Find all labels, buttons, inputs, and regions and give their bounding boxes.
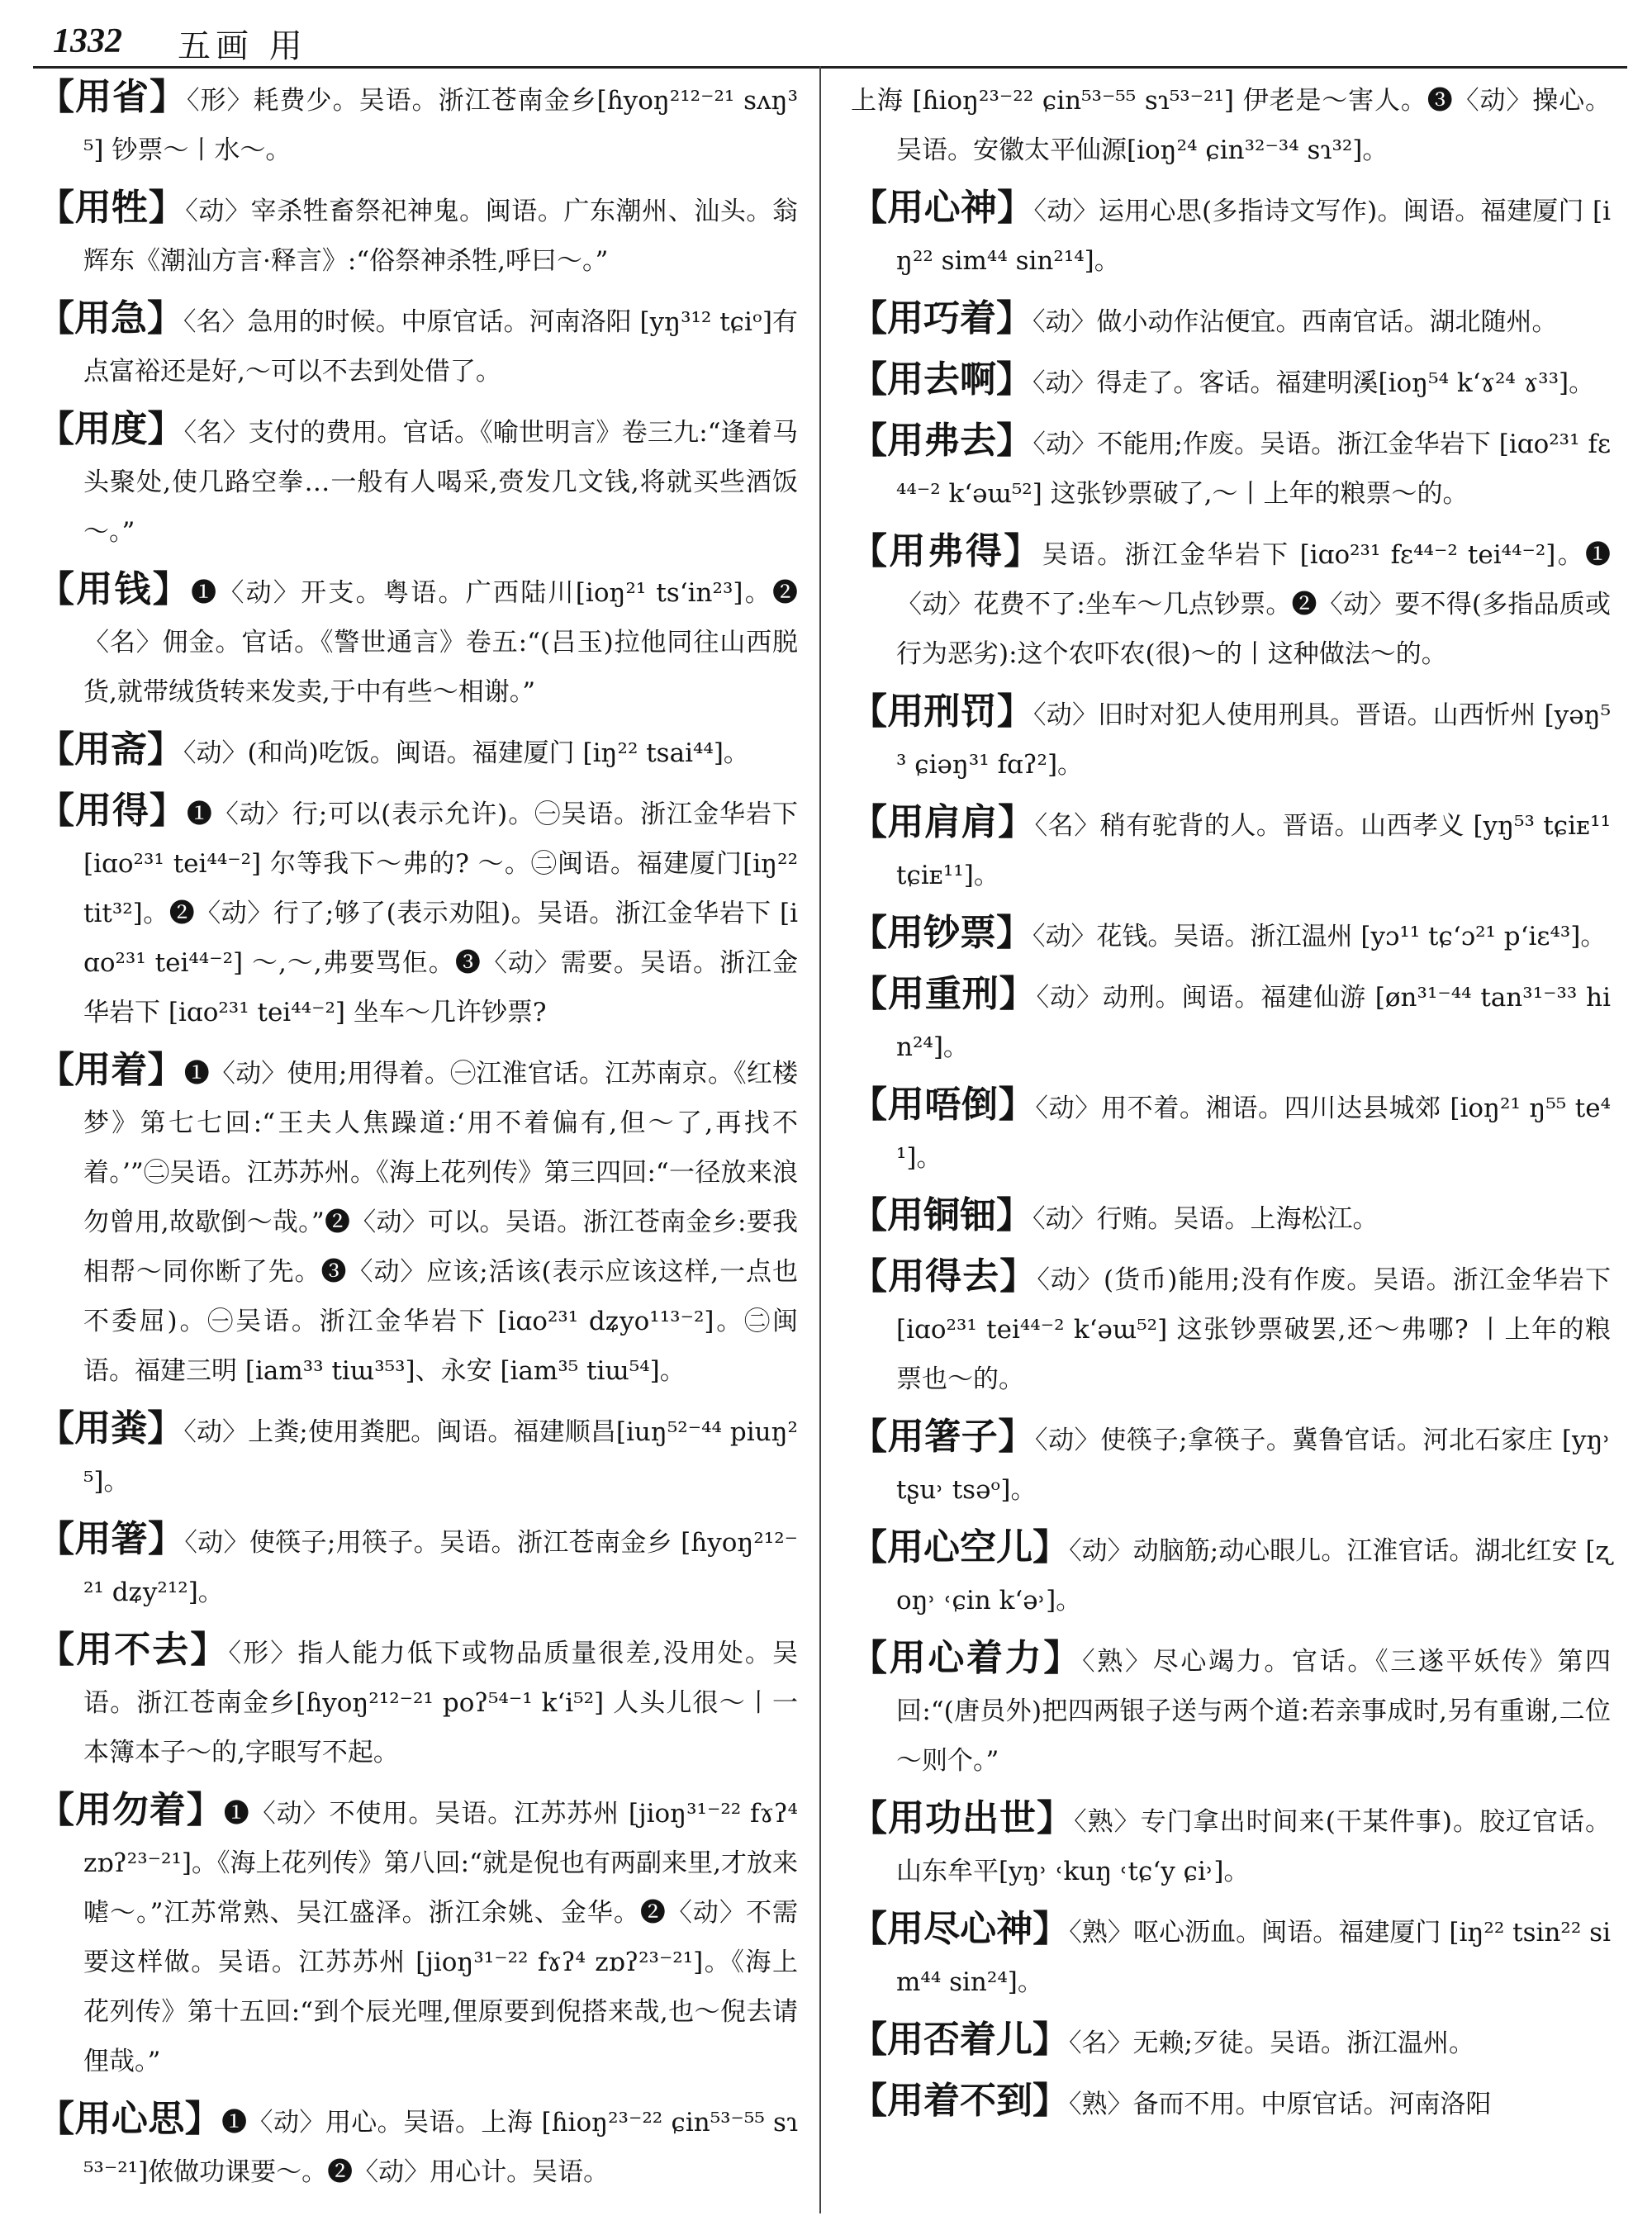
- entry-headword: 【用箸】: [38, 1518, 185, 1560]
- dictionary-entry: [38, 1786, 798, 2086]
- entry-definition: 〈动〉得走了。客话。福建明溪[ioŋ⁵⁴ k‘ɤ²⁴ ɤ³³]。: [1032, 368, 1595, 398]
- entry-definition: 〈动〉用不着。湘语。四川达县城郊 [ioŋ²¹ ŋ⁵⁵ te⁴¹]。: [896, 1094, 1612, 1173]
- entry-headword: 【用得去】: [851, 1255, 1037, 1298]
- entry-headword: 【用急】: [38, 297, 184, 339]
- entry-definition: 〈动〉花钱。吴语。浙江温州 [yɔ¹¹ tɕ‘ɔ²¹ p‘iɛ⁴³]。: [1032, 922, 1607, 951]
- entry-headword: 【用牲】: [38, 187, 186, 229]
- dictionary-entry: [38, 786, 798, 1037]
- entry-definition: 上海 [ɦioŋ²³⁻²² ɕin⁵³⁻⁵⁵ sɿ⁵³⁻²¹] 伊老是～害人。❸〈动〉操心。吴语。安徽太平仙源[ioŋ²⁴ ɕin³²⁻³⁴ sɿ³²]。: [851, 86, 1611, 165]
- dictionary-entry: [38, 183, 798, 286]
- dictionary-entry: [851, 73, 1611, 175]
- entry-headword: 【用得】: [38, 790, 187, 832]
- entry-headword: 【用心空儿】: [851, 1526, 1070, 1568]
- dictionary-entry: [38, 1404, 798, 1506]
- entry-headword: 【用勿着】: [38, 1789, 224, 1831]
- dictionary-entry: [851, 1634, 1611, 1786]
- entry-definition: 〈动〉不能用;作废。吴语。浙江金华岩下 [iɑo²³¹ fɛ⁴⁴⁻² k‘əɯ⁵²] 这张钞票破了,～丨上年的粮票～的。: [896, 429, 1612, 509]
- page-number: 1332: [53, 22, 122, 60]
- dictionary-entry: [851, 1523, 1611, 1625]
- entry-definition: ❶〈动〉开支。粤语。广西陆川[ioŋ²¹ ts‘in²³]。❷〈名〉佣金。官话。《警世通言》卷五:“(吕玉)拉他同往山西脱货,就带绒货转来发卖,于中有些～相谢。”: [83, 578, 798, 707]
- entry-headword: 【用斋】: [38, 728, 183, 771]
- dictionary-entry: [38, 725, 798, 778]
- entry-headword: 【用心神】: [851, 187, 1034, 229]
- entry-headword: 【用省】: [38, 76, 188, 118]
- dictionary-entry: [851, 687, 1611, 790]
- page-header: [33, 15, 1627, 69]
- entry-headword: 【用刑罚】: [851, 690, 1034, 733]
- dictionary-entry: [851, 970, 1611, 1072]
- entry-definition: 〈动〉运用心思(多指诗文写作)。闽语。福建厦门 [iŋ²² sim⁴⁴ sin²¹⁴]。: [896, 197, 1612, 276]
- right-column: [851, 73, 1611, 2137]
- section-title: 五画 用: [178, 27, 307, 65]
- dictionary-entry: [851, 1905, 1611, 2007]
- dictionary-entry: [38, 73, 798, 175]
- dictionary-entry: [851, 355, 1611, 408]
- dictionary-entry: [851, 527, 1611, 679]
- dictionary-entry: [38, 294, 798, 396]
- entry-definition: 〈动〉上粪;使用粪肥。闽语。福建顺昌[iuŋ⁵²⁻⁴⁴ piuŋ²⁵]。: [83, 1417, 798, 1497]
- dictionary-entry: [851, 1252, 1611, 1404]
- entry-headword: 【用钱】: [38, 568, 192, 610]
- entry-definition: 吴语。浙江金华岩下 [iɑo²³¹ fɛ⁴⁴⁻² tei⁴⁴⁻²]。❶〈动〉花费不了:坐车～几点钞票。❷〈动〉要不得(多指品质或行为恶劣):这个农吓农(很)～的丨这种做法～的。: [896, 540, 1612, 669]
- entry-definition: 〈动〉(货币)能用;没有作废。吴语。浙江金华岩下 [iɑo²³¹ tei⁴⁴⁻² k‘əɯ⁵²] 这张钞票破罢,还～弗哪? 丨上年的粮票也～的。: [896, 1265, 1612, 1394]
- entry-definition: 〈名〉无赖;歹徒。吴语。浙江温州。: [1069, 2028, 1474, 2058]
- entry-headword: 【用心思】: [38, 2098, 222, 2140]
- dictionary-entry: [851, 1794, 1611, 1896]
- entry-definition: 〈名〉急用的时候。中原官话。河南洛阳 [yŋ³¹² tɕiᵒ]有点富裕还是好,～可以不去到处借了。: [83, 307, 798, 387]
- entry-definition: 〈熟〉呕心沥血。闽语。福建厦门 [iŋ²² tsin²² sim⁴⁴ sin²⁴]。: [896, 1918, 1611, 1997]
- entry-headword: 【用粪】: [38, 1407, 184, 1450]
- entry-headword: 【用否着儿】: [851, 2019, 1069, 2061]
- entry-definition: 〈动〉宰杀牲畜祭祀神鬼。闽语。广东潮州、汕头。翁辉东《潮汕方言·释言》:“俗祭神杀牲,呼曰～。”: [83, 197, 798, 276]
- dictionary-entry: [851, 2076, 1611, 2129]
- dictionary-entry: [851, 1080, 1611, 1183]
- dictionary-entry: [38, 1046, 798, 1396]
- column-divider: [819, 66, 821, 2213]
- entry-definition: 〈动〉行贿。吴语。上海松江。: [1032, 1204, 1379, 1234]
- entry-headword: 【用钞票】: [851, 912, 1032, 954]
- dictionary-entry: [38, 2095, 798, 2197]
- entry-definition: 〈动〉使筷子;拿筷子。冀鲁官话。河北石家庄 [yŋ˒ tʂu˒ tsəᵒ]。: [896, 1426, 1612, 1505]
- entry-definition: ❶〈动〉行;可以(表示允许)。㊀吴语。浙江金华岩下 [iɑo²³¹ tei⁴⁴⁻²] 尔等我下～弗的? ～。㊁闽语。福建厦门[iŋ²² tit³²]。❷〈动〉行了;够了(表示劝阻)。吴语。浙江金华岩下 [iɑo²³¹ tei⁴⁴⁻²] ～,～,弗要骂佢。❸〈动〉需要。吴语。浙江金华岩下 [iɑo²³¹ tei⁴⁴⁻²] 坐车～几许钞票?: [83, 799, 799, 1027]
- entry-headword: 【用心着力】: [851, 1637, 1083, 1679]
- entry-headword: 【用弗得】: [851, 530, 1042, 572]
- entry-headword: 【用箸子】: [851, 1416, 1035, 1458]
- dictionary-entry: [851, 416, 1611, 519]
- entry-definition: ❶〈动〉不使用。吴语。江苏苏州 [jioŋ³¹⁻²² fɤʔ⁴ zɒʔ²³⁻²¹]。《海上花列传》第八回:“就是倪也有两副来里,才放来㖸～。”江苏常熟、吴江盛泽。浙江余姚、金华。❷〈动〉不需要这样做。吴语。江苏苏州 [jioŋ³¹⁻²² fɤʔ⁴ zɒʔ²³⁻²¹]。《海上花列传》第十五回:“到个辰光哩,俚原要到倪搭来哉,也～倪去请俚哉。”: [83, 1799, 798, 2076]
- entry-headword: 【用不去】: [38, 1629, 229, 1671]
- entry-headword: 【用功出世】: [851, 1797, 1075, 1839]
- entry-headword: 【用着】: [38, 1049, 184, 1091]
- entry-definition: 〈动〉(和尚)吃饭。闽语。福建厦门 [iŋ²² tsai⁴⁴]。: [183, 738, 749, 768]
- dictionary-entry: [38, 1625, 798, 1777]
- dictionary-entry: [851, 294, 1611, 347]
- entry-headword: 【用重刑】: [851, 973, 1037, 1015]
- entry-headword: 【用肩肩】: [851, 801, 1035, 843]
- dictionary-entry: [38, 1515, 798, 1617]
- entry-definition: ❶〈动〉用心。吴语。上海 [ɦioŋ²³⁻²² ɕin⁵³⁻⁵⁵ sɿ⁵³⁻²¹]侬做功课要～。❷〈动〉用心计。吴语。: [83, 2108, 798, 2187]
- dictionary-entry: [851, 183, 1611, 286]
- entry-headword: 【用度】: [38, 408, 184, 450]
- dictionary-entry: [851, 2015, 1611, 2068]
- dictionary-entry: [851, 1412, 1611, 1515]
- entry-headword: 【用弗去】: [851, 420, 1033, 462]
- entry-headword: 【用唔倒】: [851, 1084, 1036, 1126]
- entry-definition: 〈名〉稍有驼背的人。晋语。山西孝义 [yŋ⁵³ tɕiᴇ¹¹ tɕiᴇ¹¹]。: [896, 811, 1612, 890]
- entry-headword: 【用去啊】: [851, 358, 1032, 401]
- entry-definition: 〈熟〉尽心竭力。官话。《三遂平妖传》第四回:“(唐员外)把四两银子送与两个道:若亲事成时,另有重谢,二位～则个。”: [896, 1647, 1612, 1776]
- dictionary-entry: [38, 405, 798, 557]
- entry-definition: 〈熟〉备而不用。中原官话。河南洛阳: [1069, 2090, 1492, 2119]
- entry-definition: 〈熟〉专门拿出时间来(干某件事)。胶辽官话。山东牟平[yŋ˒ ˓kuŋ ˓tɕ‘y ɕi˒]。: [896, 1807, 1612, 1886]
- entry-definition: 〈动〉动刑。闽语。福建仙游 [øn³¹⁻⁴⁴ tan³¹⁻³³ hin²⁴]。: [896, 983, 1611, 1062]
- entry-definition: 〈形〉指人能力低下或物品质量很差,没用处。吴语。浙江苍南金乡[ɦyoŋ²¹²⁻²¹ poʔ⁵⁴⁻¹ k‘i⁵²] 人头儿很～丨一本簿本子～的,字眼写不起。: [83, 1639, 799, 1767]
- dictionary-entry: [851, 1191, 1611, 1244]
- dictionary-entry: [38, 565, 798, 717]
- entry-headword: 【用尽心神】: [851, 1908, 1070, 1950]
- entry-definition: 〈动〉做小动作沾便宜。西南官话。湖北随州。: [1032, 307, 1558, 337]
- entry-headword: 【用铜钿】: [851, 1194, 1032, 1236]
- entry-definition: 〈形〉耗费少。吴语。浙江苍南金乡[ɦyoŋ²¹²⁻²¹ sʌŋ³⁵] 钞票～丨水～。: [83, 86, 798, 165]
- entry-headword: 【用巧着】: [851, 297, 1032, 339]
- dictionary-entry: [851, 909, 1611, 961]
- entry-headword: 【用着不到】: [851, 2080, 1069, 2122]
- entry-definition: 〈动〉使筷子;用筷子。吴语。浙江苍南金乡 [ɦyoŋ²¹²⁻²¹ dʑy²¹²]。: [83, 1528, 798, 1607]
- dictionary-entry: [851, 798, 1611, 900]
- entry-definition: 〈名〉支付的费用。官话。《喻世明言》卷三九:“逢着马头聚处,使几路空拳…一般有人喝采,赍发几文钱,将就买些酒饭～。”: [83, 418, 798, 547]
- entry-definition: ❶〈动〉使用;用得着。㊀江淮官话。江苏南京。《红楼梦》第七七回:“王夫人焦躁道:‘用不着偏有,但～了,再找不着。’”㊁吴语。江苏苏州。《海上花列传》第三四回:“一径放来浪勿曾用,故歇倒～哉。”❷〈动〉可以。吴语。浙江苍南金乡:要我相帮～同你断了先。❸〈动〉应该;活该(表示应该这样,一点也不委屈)。㊀吴语。浙江金华岩下 [iɑo²³¹ dʑyo¹¹³⁻²]。㊁闽语。福建三明 [iam³³ tiɯ³⁵³]、永安 [iam³⁵ tiɯ⁵⁴]。: [83, 1059, 799, 1386]
- entry-definition: 〈动〉旧时对犯人使用刑具。晋语。山西忻州 [yəŋ⁵³ ɕiəŋ³¹ fɑʔ²]。: [896, 700, 1612, 780]
- left-column: [38, 73, 798, 2205]
- entry-definition: 〈动〉动脑筋;动心眼儿。江淮官话。湖北红安 [ʐoŋ˒ ˓ɕin k‘ə˒]。: [896, 1536, 1612, 1616]
